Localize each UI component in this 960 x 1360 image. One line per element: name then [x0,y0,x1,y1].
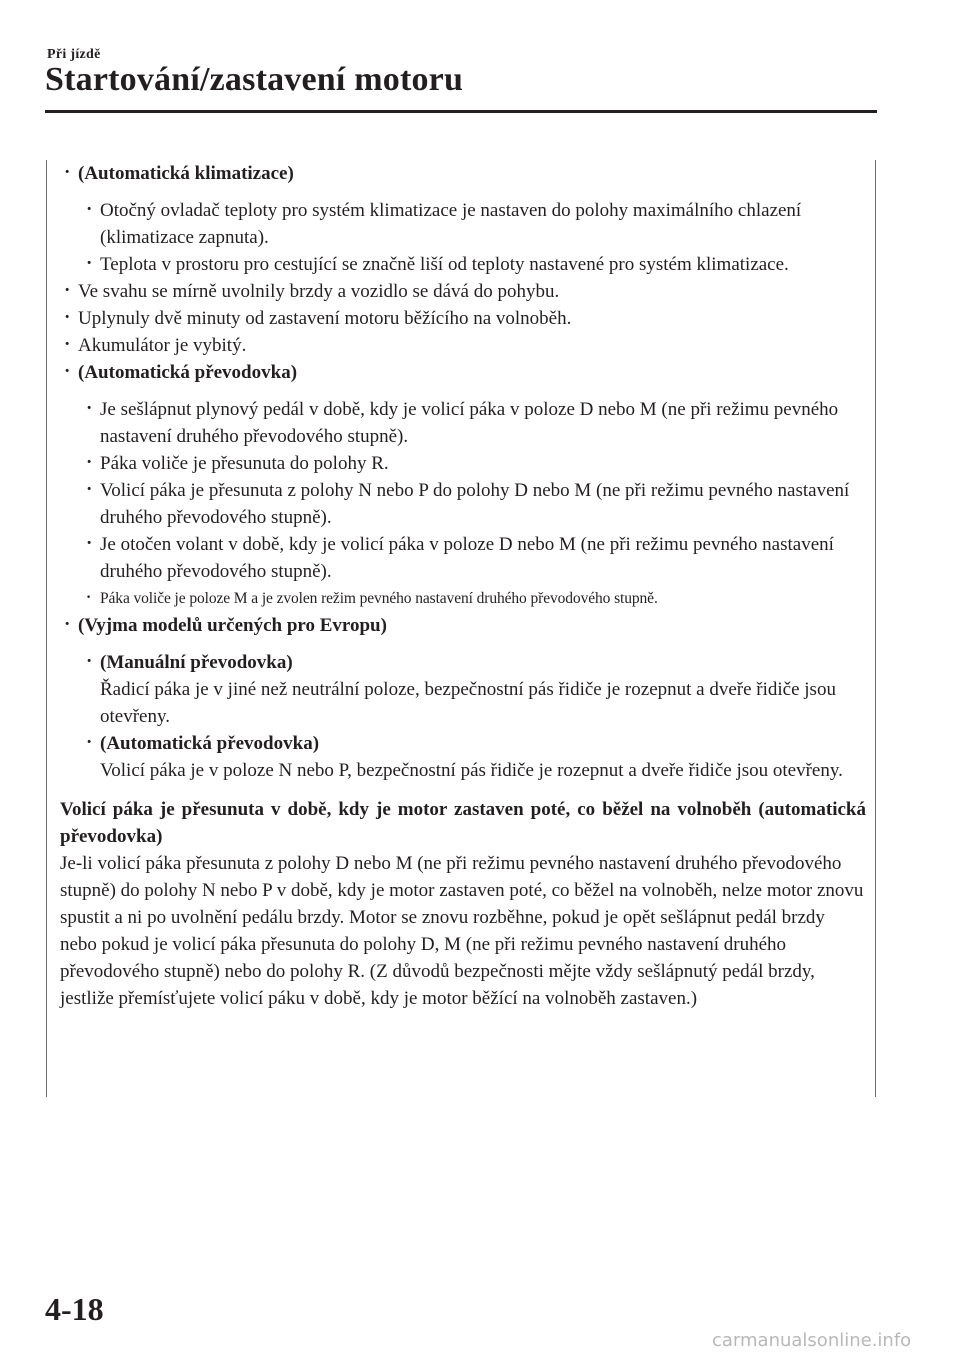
title-rule [45,110,877,113]
watermark: carmanualsonline.info [712,1330,912,1351]
page-number: 4-18 [45,1291,104,1327]
sub-bullet-text: Řadicí páka je v jiné než neutrální poloze, bezpečnostní pás řidiče je rozepnut a dveře řidiče jsou otevřeny. [100,679,836,727]
column-border-right [875,160,876,1097]
sub-bullet-item [82,649,866,730]
bullet-item: · (Automatická klimatizace) [60,160,866,187]
bullet-item: · Ve svahu se mírně uvolnily brzdy a vozidlo se dává do pohybu. [60,278,866,305]
section-body: Je-li volicí páka přesunuta z polohy D nebo M (ne při režimu pevného nastavení druhého převodového stupně) do polohy N nebo P v době, kdy je motor zastaven poté, co běžel na volnoběh, nelze motor znovu spustit a ni po uvolnění pedálu brzdy. Motor se znovu rozběhne, pokud je opět sešlápnut pedál brzdy nebo pokud je volicí páka přesunuta do polohy D, M (ne při režimu pevného nastavení druhého převodového stupně) nebo do polohy R. (Z důvodů bezpečnosti mějte vždy sešlápnutý pedál brzdy, jestliže přemísťujete volicí páku v době, kdy je motor běžící na volnoběh zastaven.) [60,853,864,1009]
sub-bullet-item: · Otočný ovladač teploty pro systém klimatizace je nastaven do polohy maximálního chlazení (klimatizace zapnuta). [82,197,866,251]
bullet-item: · (Vyjma modelů určených pro Evropu) [60,612,866,639]
sub-bullet-text: Volicí páka je v poloze N nebo P, bezpečnostní pás řidiče je rozepnut a dveře řidiče jsou otevřeny. [100,760,843,781]
bullet-item: · Uplynuly dvě minuty od zastavení motoru běžícího na volnoběh. [60,305,866,332]
sub-bullet-title: · (Manuální převodovka) [100,652,293,673]
bullet-item: · Akumulátor je vybitý. [60,332,866,359]
sub-bullet-item: · Páka voliče je přesunuta do polohy R. [82,450,866,477]
bullet-item: · (Automatická převodovka) [60,359,866,386]
sub-bullet-item [82,730,866,784]
column-border-left [46,160,47,1097]
sub-bullet-item: · Je sešlápnut plynový pedál v době, kdy je volicí páka v poloze D nebo M (ne při režimu pevného nastavení druhého převodového stupně). [82,396,866,450]
page-title: Startování/zastavení motoru [45,61,464,98]
sub-bullet-title: · (Automatická převodovka) [100,733,320,754]
sub-bullet-item: · Teplota v prostoru pro cestující se značně liší od teploty nastavené pro systém klimatizace. [82,251,866,278]
section-heading: Volicí páka je přesunuta v době, kdy je motor zastaven poté, co běžel na volnoběh (automatická převodovka) [60,799,866,847]
section-label: Při jízdě [47,47,101,62]
sub-bullet-item: · Volicí páka je přesunuta z polohy N nebo P do polohy D nebo M (ne při režimu pevného nastavení druhého převodového stupně). [82,477,866,531]
content-column [60,160,866,1012]
sub-bullet-item: · Je otočen volant v době, kdy je volicí páka v poloze D nebo M (ne při režimu pevného nastavení druhého převodového stupně). [82,531,866,585]
sub-bullet-item: · Páka voliče je poloze M a je zvolen režim pevného nastavení druhého převodového stupně. [82,585,866,612]
